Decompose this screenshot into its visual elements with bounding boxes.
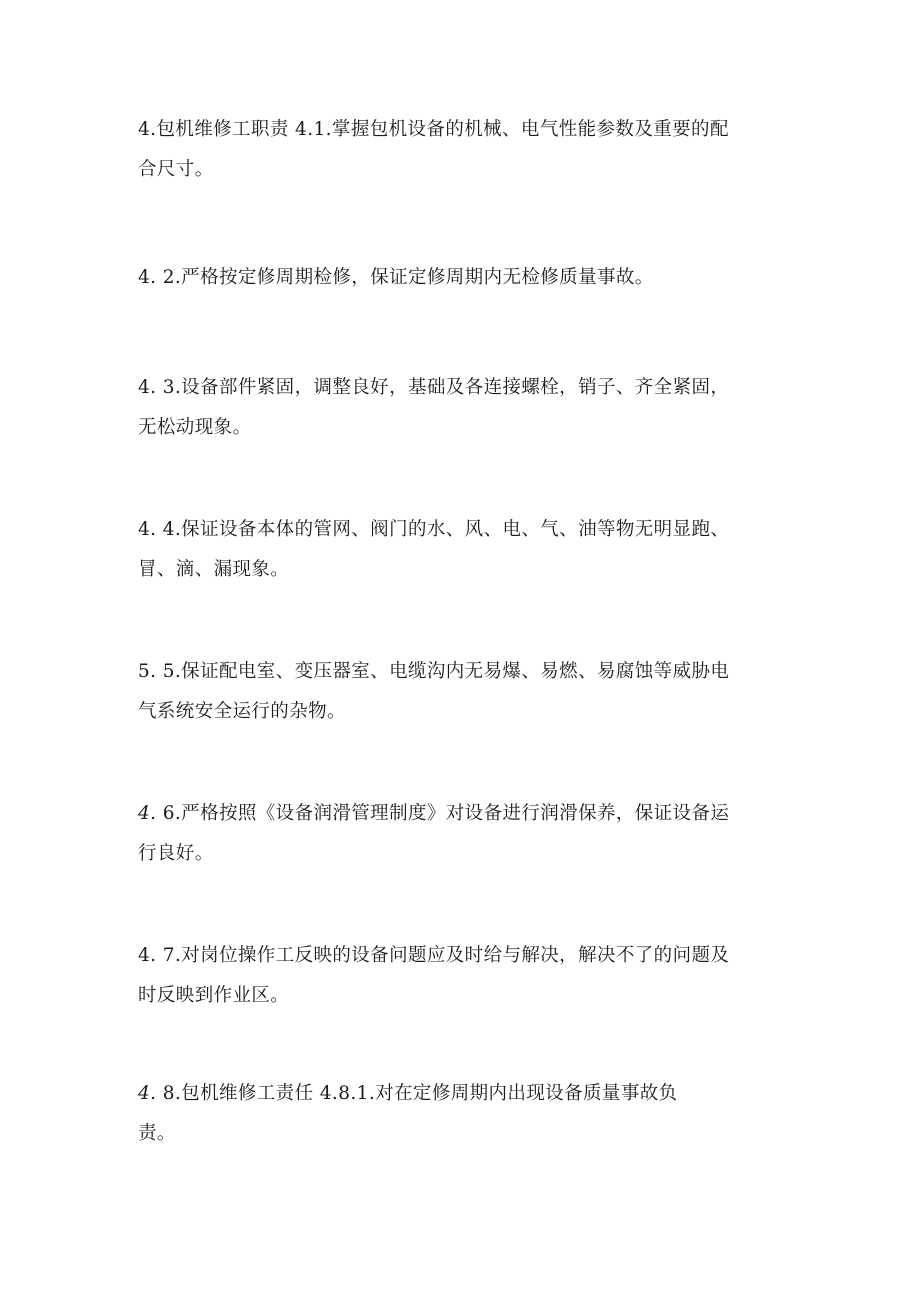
paragraph-4-7 bbox=[138, 936, 788, 1016]
paragraph-line bbox=[138, 368, 788, 408]
paragraph-4-8 bbox=[138, 1074, 788, 1154]
paragraph-line: 行良好。 bbox=[138, 843, 214, 864]
paragraph-text: 包机维修工职责 4.1.掌握包机设备的机械、电气性能参数及重要的配 bbox=[156, 119, 729, 140]
paragraph-text: 3.设备部件紧固，调整良好，基础及各连接螺栓，销子、齐全紧固， bbox=[162, 377, 730, 398]
section-number: 4. bbox=[138, 519, 163, 540]
paragraph-text: 5.保证配电室、变压器室、电缆沟内无易爆、易燃、易腐蚀等威胁电 bbox=[162, 661, 730, 682]
paragraph-text: 4.保证设备本体的管网、阀门的水、风、电、气、油等物无明显跑、 bbox=[162, 519, 730, 540]
paragraph-line bbox=[138, 794, 788, 834]
section-number: 4. bbox=[138, 267, 163, 288]
section-number: 4. bbox=[138, 945, 163, 966]
paragraph-line bbox=[138, 1074, 788, 1114]
paragraph-text: 8.包机维修工责任 4.8.1.对在定修周期内出现设备质量事故负 bbox=[162, 1083, 678, 1104]
paragraph-4-3 bbox=[138, 368, 788, 448]
paragraph-4-4 bbox=[138, 510, 788, 590]
paragraph-4-6 bbox=[138, 794, 788, 874]
paragraph-line bbox=[138, 110, 788, 150]
paragraph-text: 2.严格按定修周期检修，保证定修周期内无检修质量事故。 bbox=[162, 267, 654, 288]
paragraph-line: 无松动现象。 bbox=[138, 417, 252, 438]
paragraph-text: 6.严格按照《设备润滑管理制度》对设备进行润滑保养，保证设备运 bbox=[162, 803, 730, 824]
section-number: 4. bbox=[138, 1083, 163, 1104]
section-number: 5. bbox=[138, 661, 163, 682]
paragraph-4-1 bbox=[138, 110, 788, 190]
paragraph-5-5 bbox=[138, 652, 788, 732]
paragraph-line bbox=[138, 258, 788, 298]
section-number: 4. bbox=[138, 803, 163, 824]
paragraph-line: 冒、滴、漏现象。 bbox=[138, 559, 290, 580]
paragraph-line: 时反映到作业区。 bbox=[138, 985, 290, 1006]
paragraph-4-2 bbox=[138, 258, 788, 298]
paragraph-line bbox=[138, 510, 788, 550]
paragraph-text: 7.对岗位操作工反映的设备问题应及时给与解决，解决不了的问题及 bbox=[162, 945, 730, 966]
section-number: 4. bbox=[138, 119, 157, 140]
section-number: 4. bbox=[138, 377, 163, 398]
paragraph-line bbox=[138, 936, 788, 976]
paragraph-line: 气系统安全运行的杂物。 bbox=[138, 701, 346, 722]
paragraph-line bbox=[138, 652, 788, 692]
paragraph-line: 合尺寸。 bbox=[138, 159, 214, 180]
paragraph-line: 责。 bbox=[138, 1123, 176, 1144]
